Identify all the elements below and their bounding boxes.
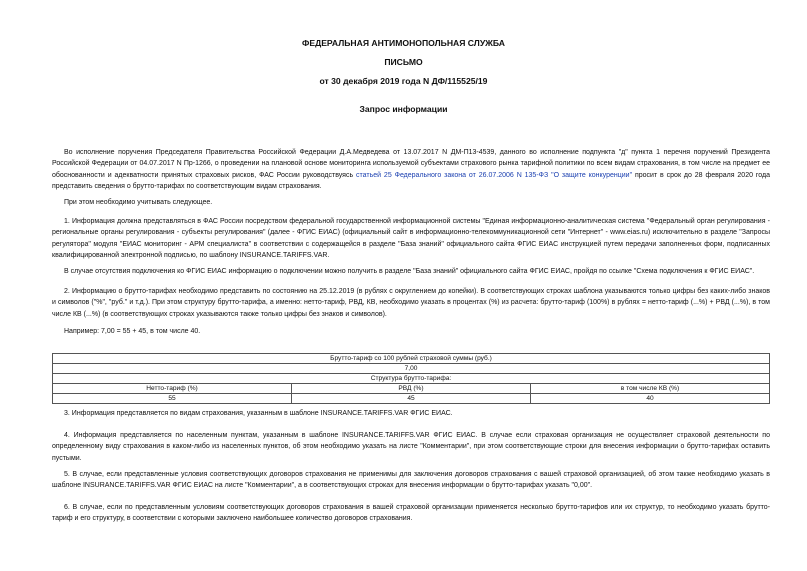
table-header-rvd: РВД (%) (292, 384, 531, 394)
table-row (53, 384, 770, 394)
agency-title: ФЕДЕРАЛЬНАЯ АНТИМОНОПОЛЬНАЯ СЛУЖБА (302, 38, 505, 48)
table-row (53, 354, 770, 364)
table-cell-rvd: 45 (292, 394, 531, 404)
intro-text-after: просит в срок до 28 февраля 2020 года представить сведения о брутто-тарифах по соответствующим видам страхования. (52, 171, 770, 191)
table-cell-gross-tariff-label: Брутто-тариф со 100 рублей страховой суммы (руб.) (53, 354, 770, 364)
document-type: ПИСЬМО (384, 57, 423, 67)
tariff-structure-table (52, 353, 770, 404)
example-line: Например: 7,00 = 55 + 45, в том числе 40. (64, 328, 201, 335)
table-row (53, 394, 770, 404)
document-date: от 30 декабря 2019 года N ДФ/115525/19 (319, 76, 488, 86)
item-1: 1. Информация должна представляться в ФАС России посредством федеральной государственной информационной системы "Единая информационно-аналитическая система "Федеральный орган регулирования - региональные органы регулирования - субъекты регулирования" (далее - ФГИС ЕИАС) (официальный сайт в информационно-телекоммуникационной сети "Интернет" - www.eias.ru) исключительно в разделе "Запросы регулятора" модуля "ЕИАС мониторинг - АРМ специалиста" в соответствии с содержащейся в разделе "База знаний" официального сайта ФГИС ЕИАС инструкцией путем передачи заполненных форм, подписанных квалифицированной электронной подписью, по шаблону INSURANCE.TARIFFS.VAR. (52, 218, 770, 260)
table-cell-gross-tariff-value: 7,00 (53, 364, 770, 374)
table-row (53, 374, 770, 384)
item-5: 5. В случае, если представленные условия соответствующих договоров страхования не применимы для заключения договоров страхования с вашей страховой организацией, об этом также необходимо указать в шаблоне INSURANCE.TARIFFS.VAR ФГИС ЕИАС на листе "Комментарии", а в соответствующих строках для внесения информации о брутто-тарифах указать "0,00". (52, 471, 770, 490)
note-heading: При этом необходимо учитывать следующее. (64, 199, 213, 206)
item-2: 2. Информацию о брутто-тарифах необходимо представить по состоянию на 25.12.2019 (в рублях с округлением до копейки). В соответствующих строках шаблона указываются только цифры без каких-либо знаков и символов ("%", "руб." и т.д.). При этом структуру брутто-тарифа, а именно: нетто-тариф, РВД, КВ, необходимо указать в процентах (%) из расчета: брутто-тариф (100%) в рублях = нетто-тариф (...%) + РВД (...%), в том числе КВ (...%) (в соответствующих строках указываются также только цифры без знаков и символов). (52, 288, 770, 318)
table-cell-net-tariff: 55 (53, 394, 292, 404)
item-6: 6. В случае, если по представленным условиям соответствующих договоров страхования в вашей страховой организации применяется несколько брутто-тарифов или их структур, то необходимо указать брутто-тариф и его структуру, в соответствии с которыми заключено наибольшее количество договоров страхования. (52, 504, 770, 523)
item-3: 3. Информация представляется по видам страхования, указанным в шаблоне INSURANCE.TARIFFS.VAR ФГИС ЕИАС. (64, 410, 453, 417)
table-cell-structure-label: Структура брутто-тарифа: (53, 374, 770, 384)
item-4: 4. Информация представляется по населенным пунктам, указанным в шаблоне INSURANCE.TARIFFS.VAR ФГИС ЕИАС. В случае если страховая организация не осуществляет страховой деятельности по определенному виду страхования в каком-либо из населенных пунктов, об этом необходимо указать на листе "Комментарии", при этом соответствующие строки для внесения информации о брутто-тарифах оставить пустыми. (52, 432, 770, 462)
intro-text-before: Во исполнение поручения Председателя Правительства Российской Федерации Д.А.Медведева от 13.07.2017 N ДМ-П13-4539, данного во исполнение подпункта "д" пункта 1 перечня поручений Президента Российской Федерации от 04.07.2017 N Пр-1266, о проведении на плановой основе мониторинга используемой субъектами страхового рынка тарифной политики по всем видам страхования, в том числе на предмет ее обоснованности и адекватности принятых страховых рисков, ФАС России руководствуясь (52, 149, 770, 179)
table-header-net-tariff: Нетто-тариф (%) (53, 384, 292, 394)
table-row (53, 364, 770, 374)
table-cell-kv: 40 (531, 394, 770, 404)
document-subject: Запрос информации (359, 104, 448, 114)
item-1-note: В случае отсутствия подключения ко ФГИС ЕИАС информацию о подключении можно получить в разделе "База знаний" официального сайта ФГИС ЕИАС, пройдя по ссылке "Схема подключения к ФГИС ЕИАС". (64, 268, 755, 275)
table-header-kv: в том числе КВ (%) (531, 384, 770, 394)
law-link[interactable]: статьей 25 Федерального закона от 26.07.2006 N 135-ФЗ "О защите конкуренции" (356, 171, 633, 179)
intro-paragraph (52, 147, 770, 193)
